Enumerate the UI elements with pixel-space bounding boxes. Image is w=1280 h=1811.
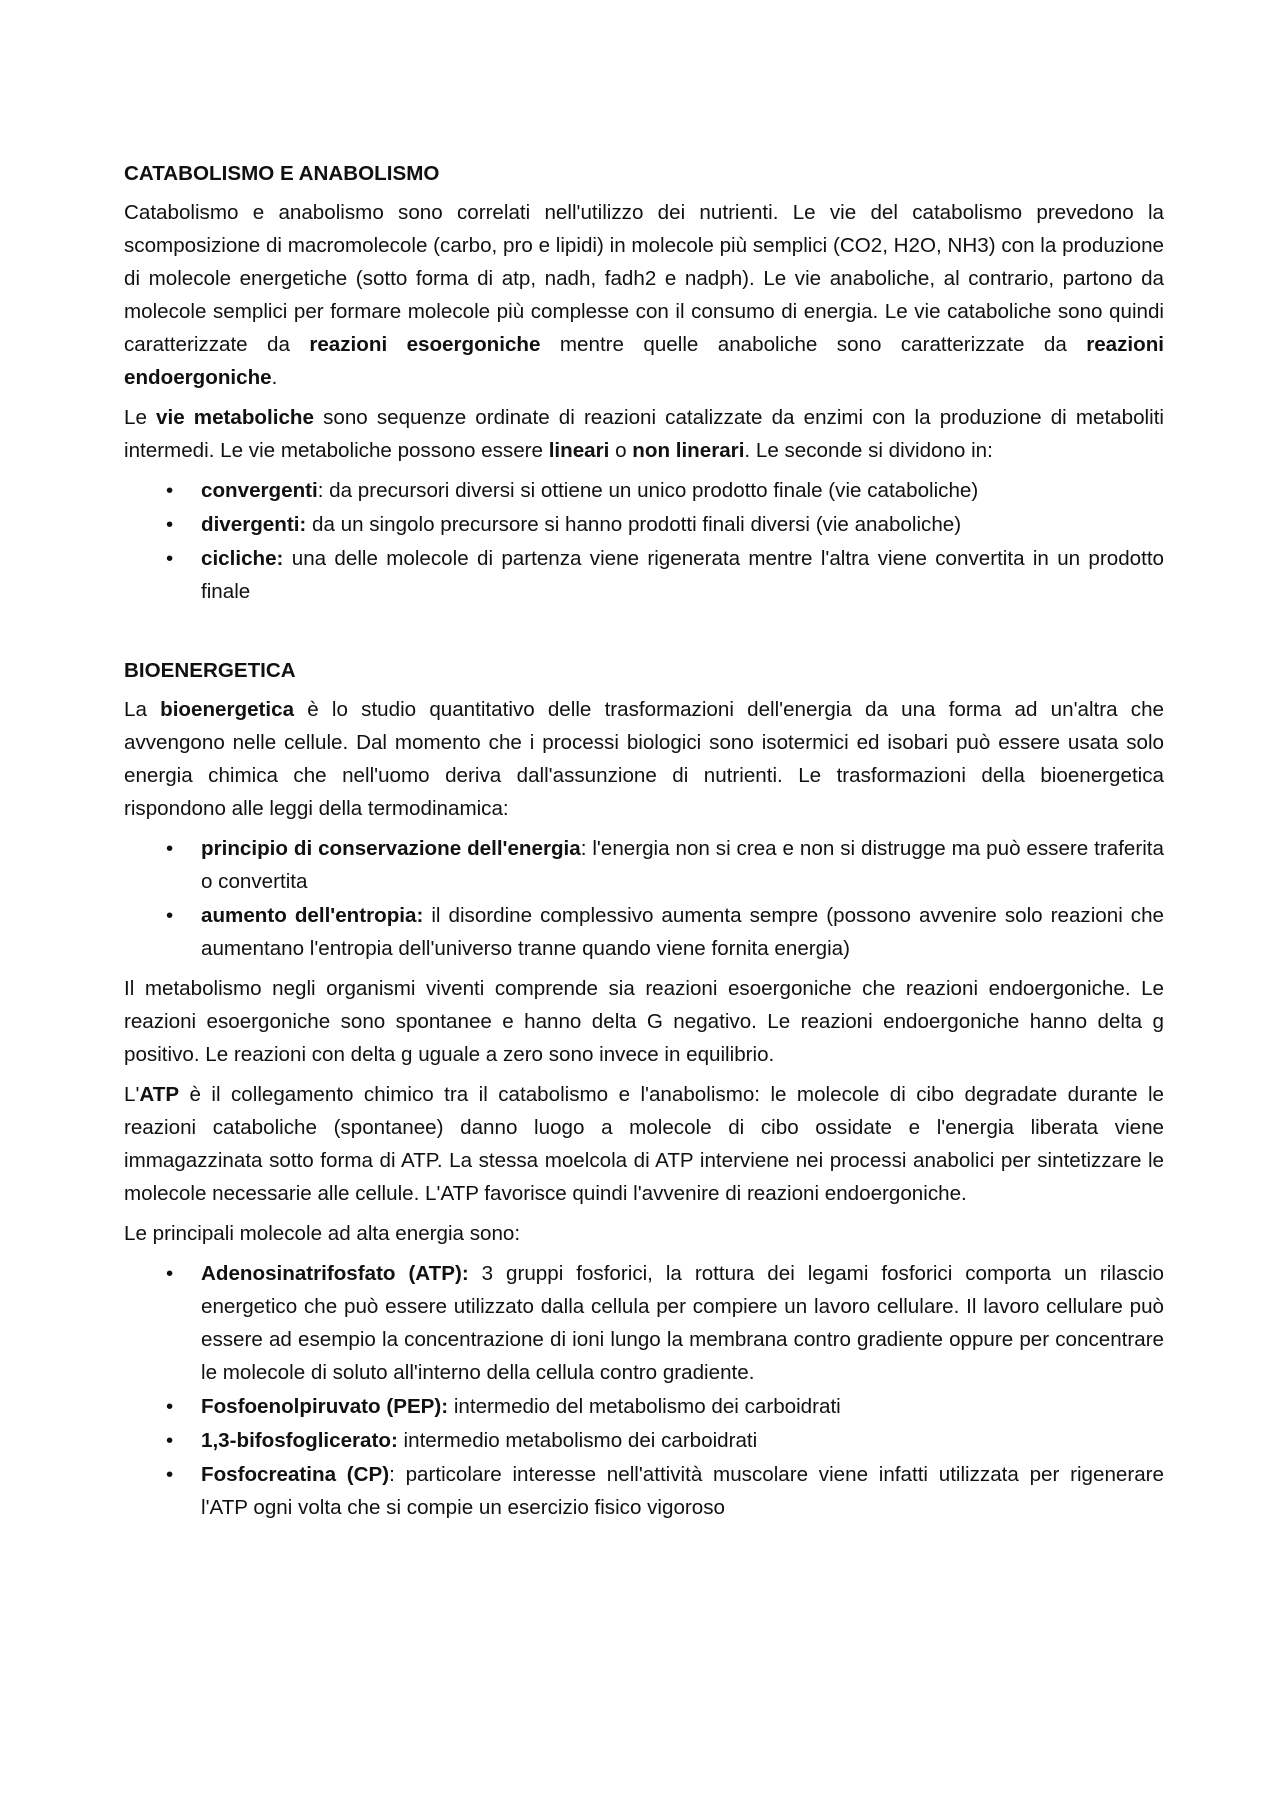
bullet-icon: • — [166, 479, 174, 502]
document-page — [124, 157, 1164, 1531]
text-run: La — [124, 698, 161, 721]
paragraph — [124, 972, 1164, 1071]
list-item — [124, 1257, 1164, 1389]
text-run: è lo studio quantitativo delle trasformazioni dell'energia da una forma ad un'altra che avvengono nelle cellule. Dal momento che i processi biologici sono isotermici ed isobari può essere usata solo energia chimica che nell'uomo deriva dall'assunzione di nutrienti. Le trasformazioni della bioenergetica rispondono alle leggi della termodinamica: — [124, 698, 1164, 820]
paragraph — [124, 693, 1164, 825]
text-run: : da precursori diversi si ottiene un unico prodotto finale (vie cataboliche) — [317, 479, 979, 502]
bullet-icon: • — [166, 513, 174, 536]
bullet-icon: • — [166, 837, 174, 860]
text-run: Le — [124, 406, 157, 429]
text-run: è il collegamento chimico tra il catabolismo e l'anabolismo: le molecole di cibo degradate durante le reazioni cataboliche (spontanee) danno luogo a molecole di cibo ossidate e l'energia liberata viene immagazzinata sotto forma di ATP. La stessa moelcola di ATP interviene nei processi anabolici per sintetizzare le molecole necessarie alle cellule. L'ATP favorisce quindi l'avvenire di reazioni endoergoniche. — [124, 1083, 1164, 1205]
text-run: Le principali molecole ad alta energia sono: — [124, 1222, 521, 1245]
section-heading — [124, 654, 1164, 687]
bold-text: divergenti: — [201, 513, 307, 536]
list-item — [124, 832, 1164, 898]
bullet-list — [124, 1257, 1164, 1524]
bullet-icon: • — [166, 547, 174, 570]
bullet-icon: • — [166, 1429, 174, 1452]
bullet-icon: • — [166, 1262, 174, 1285]
text-run: . Le seconde si dividono in: — [744, 439, 993, 462]
bold-text: non linerari — [632, 439, 745, 462]
bold-text: convergenti — [201, 479, 318, 502]
text-run: intermedio del metabolismo dei carboidrati — [448, 1395, 841, 1418]
section-heading — [124, 157, 1164, 190]
list-item — [124, 508, 1164, 541]
paragraph — [124, 1217, 1164, 1250]
bold-text: principio di conservazione dell'energia — [201, 837, 581, 860]
text-run: 3 gruppi fosforici, la rottura dei legami fosforici comporta un rilascio energetico che può essere utilizzato dalla cellula per compiere un lavoro cellulare. Il lavoro cellulare può essere ad esempio la concentrazione di ioni lungo la membrana contro gradiente oppure per concentrare le molecole di soluto all'interno della cellula contro gradiente. — [201, 1262, 1164, 1384]
text-run: : particolare interesse nell'attività muscolare viene infatti utilizzata per rigenerare l'ATP ogni volta che si compie un esercizio fisico vigoroso — [201, 1463, 1164, 1519]
bold-text: vie metaboliche — [156, 406, 314, 429]
text-run: o — [609, 439, 633, 462]
bold-text: Fosfocreatina (CP) — [201, 1463, 390, 1486]
bold-text: lineari — [548, 439, 610, 462]
text-run: : l'energia non si crea e non si distrugge ma può essere traferita o convertita — [201, 837, 1164, 893]
paragraph — [124, 401, 1164, 467]
bold-text: bioenergetica — [160, 698, 295, 721]
list-item — [124, 474, 1164, 507]
bullet-icon: • — [166, 1463, 174, 1486]
text-run: L' — [124, 1083, 140, 1106]
paragraph — [124, 1078, 1164, 1210]
bullet-icon: • — [166, 904, 174, 927]
bullet-icon: • — [166, 1395, 174, 1418]
text-run: mentre quelle anaboliche sono caratterizzate da — [540, 333, 1087, 356]
text-run: una delle molecole di partenza viene rigenerata mentre l'altra viene convertita in un prodotto finale — [201, 547, 1164, 603]
bold-text: 1,3-bifosfoglicerato: — [201, 1429, 398, 1452]
list-item — [124, 1424, 1164, 1457]
text-run: il disordine complessivo aumenta sempre (possono avvenire solo reazioni che aumentano l'entropia dell'universo tranne quando viene fornita energia) — [201, 904, 1164, 960]
bold-text: Adenosinatrifosfato (ATP): — [201, 1262, 469, 1285]
list-item — [124, 542, 1164, 608]
text-run: Il metabolismo negli organismi viventi comprende sia reazioni esoergoniche che reazioni endoergoniche. Le reazioni esoergoniche sono spontanee e hanno delta G negativo. Le reazioni endoergoniche hanno delta g positivo. Le reazioni con delta g uguale a zero sono invece in equilibrio. — [124, 977, 1164, 1066]
text-run: da un singolo precursore si hanno prodotti finali diversi (vie anaboliche) — [306, 513, 962, 536]
bold-text: reazioni esoergoniche — [309, 333, 541, 356]
bold-text: reazioni endoergoniche — [124, 333, 1165, 389]
text-run: . — [271, 366, 278, 389]
list-item — [124, 1458, 1164, 1524]
text-run: BIOENERGETICA — [124, 659, 296, 682]
bold-text: Fosfoenolpiruvato (PEP): — [201, 1395, 449, 1418]
bullet-list — [124, 474, 1164, 608]
text-run: intermedio metabolismo dei carboidrati — [397, 1429, 758, 1452]
bullet-list — [124, 832, 1164, 965]
bold-text: ATP — [139, 1083, 180, 1106]
paragraph — [124, 196, 1164, 394]
list-item — [124, 899, 1164, 965]
text-run: sono sequenze ordinate di reazioni catalizzate da enzimi con la produzione di metaboliti intermedi. Le vie metaboliche possono essere — [124, 406, 1165, 462]
list-item — [124, 1390, 1164, 1423]
text-run: Catabolismo e anabolismo sono correlati nell'utilizzo dei nutrienti. Le vie del catabolismo prevedono la scomposizione di macromolecole (carbo, pro e lipidi) in molecole più semplici (CO2, H2O, NH3) con la produzione di molecole energetiche (sotto forma di atp, nadh, fadh2 e nadph). Le vie anaboliche, al contrario, partono da molecole semplici per formare molecole più complesse con il consumo di energia. Le vie cataboliche sono quindi caratterizzate da — [124, 201, 1164, 356]
bold-text: aumento dell'entropia: — [201, 904, 424, 927]
bold-text: cicliche: — [201, 547, 284, 570]
text-run: CATABOLISMO E ANABOLISMO — [124, 162, 440, 185]
